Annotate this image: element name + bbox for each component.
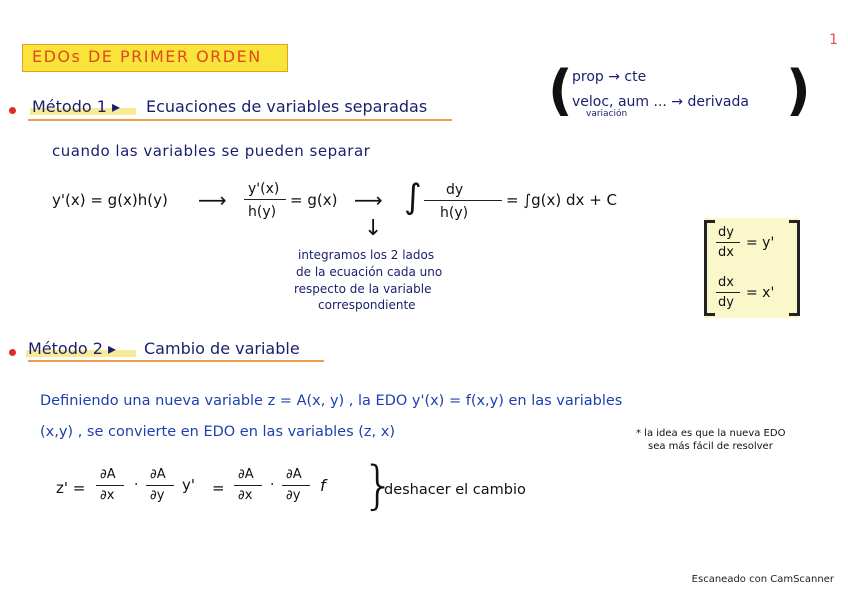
eq-z-prime: z' =	[56, 479, 86, 497]
eq2-f3-num: ∂A	[238, 467, 254, 482]
page-number: 1	[829, 32, 838, 48]
eq-frac-line	[244, 199, 286, 200]
eq2-f3-den: ∂x	[238, 488, 253, 503]
method-1-title: Ecuaciones de variables separadas	[146, 97, 428, 116]
eq2-equals: =	[212, 479, 225, 497]
note-line-1: prop → cte	[572, 69, 647, 85]
eq2-f2-num: ∂A	[150, 467, 166, 482]
eq2-f4-line	[282, 485, 310, 486]
eq2-f4-num: ∂A	[286, 467, 302, 482]
deriv-row2-val: = x'	[746, 285, 775, 301]
eq2-f2-den: ∂y	[150, 488, 165, 503]
side-note-2: sea más fácil de resolver	[648, 441, 773, 452]
method-2-line-1: Definiendo una nueva variable z = A(x, y) , la EDO y'(x) = f(x,y) en las variables	[40, 393, 623, 409]
eq-frac-den: h(y)	[248, 204, 277, 220]
eq2-f1-num: ∂A	[100, 467, 116, 482]
note-left-paren: (	[548, 59, 573, 122]
eq2-brace: }	[362, 456, 396, 516]
note-line-3: variación	[586, 109, 628, 119]
eq2-f2-line	[146, 485, 174, 486]
down-arrow: ↓	[364, 216, 383, 241]
deriv-row1-line	[716, 242, 740, 243]
eq-int-den: h(y)	[440, 205, 469, 221]
deriv-row2-line	[716, 292, 740, 293]
method-1-underline	[28, 119, 452, 121]
method-1-label: Método 1 ▸	[32, 97, 121, 116]
method-2-underline	[28, 360, 324, 362]
side-note-1: * la idea es que la nueva EDO	[636, 428, 786, 439]
bullet-method-1	[9, 107, 16, 114]
eq-arrow-1: ⟶	[198, 188, 227, 212]
eq-int-num: dy	[446, 182, 464, 198]
eq-integral-sign: ∫	[404, 177, 422, 217]
deriv-row1-num: dy	[718, 225, 734, 240]
eq2-f: f	[320, 476, 326, 495]
eq2-undo-change: deshacer el cambio	[384, 482, 526, 498]
eq2-dot-2: ·	[270, 477, 275, 493]
method-2-label: Método 2 ▸	[28, 339, 117, 358]
method-2-line-2: (x,y) , se convierte en EDO en las variables (z, x)	[40, 424, 395, 440]
explanation-line-1: integramos los 2 lados	[298, 248, 435, 262]
note-right-paren: )	[786, 59, 811, 122]
eq-arrow-2: ⟶	[354, 188, 383, 212]
eq-frac-num: y'(x)	[248, 181, 280, 197]
explanation-line-3: respecto de la variable	[294, 282, 432, 296]
deriv-row2-num: dx	[718, 275, 734, 290]
eq2-f3-line	[234, 485, 262, 486]
page-title: EDOs DE PRIMER ORDEN	[32, 47, 262, 66]
method-1-description: cuando las variables se pueden separar	[52, 142, 371, 160]
note-line-2: veloc, aum ... → derivada	[572, 94, 749, 110]
bullet-method-2	[9, 349, 16, 356]
eq-int-frac-line	[424, 200, 502, 201]
eq2-dot-1: ·	[134, 477, 139, 493]
explanation-line-4: correspondiente	[318, 298, 416, 312]
method-2-title: Cambio de variable	[144, 339, 300, 358]
eq-rhs-integral: = ∫g(x) dx + C	[506, 191, 617, 209]
scanner-watermark: Escaneado con CamScanner	[691, 574, 834, 585]
deriv-row1-den: dx	[718, 245, 734, 260]
eq2-f4-den: ∂y	[286, 488, 301, 503]
eq2-f1-line	[96, 485, 124, 486]
eq2-f1-den: ∂x	[100, 488, 115, 503]
deriv-row2-den: dy	[718, 295, 734, 310]
eq2-y-prime: y'	[182, 476, 196, 494]
eq-g-of-x: = g(x)	[290, 191, 338, 209]
deriv-row1-val: = y'	[746, 235, 775, 251]
eq-separable: y'(x) = g(x)h(y)	[52, 191, 168, 209]
explanation-line-2: de la ecuación cada uno	[296, 265, 443, 279]
